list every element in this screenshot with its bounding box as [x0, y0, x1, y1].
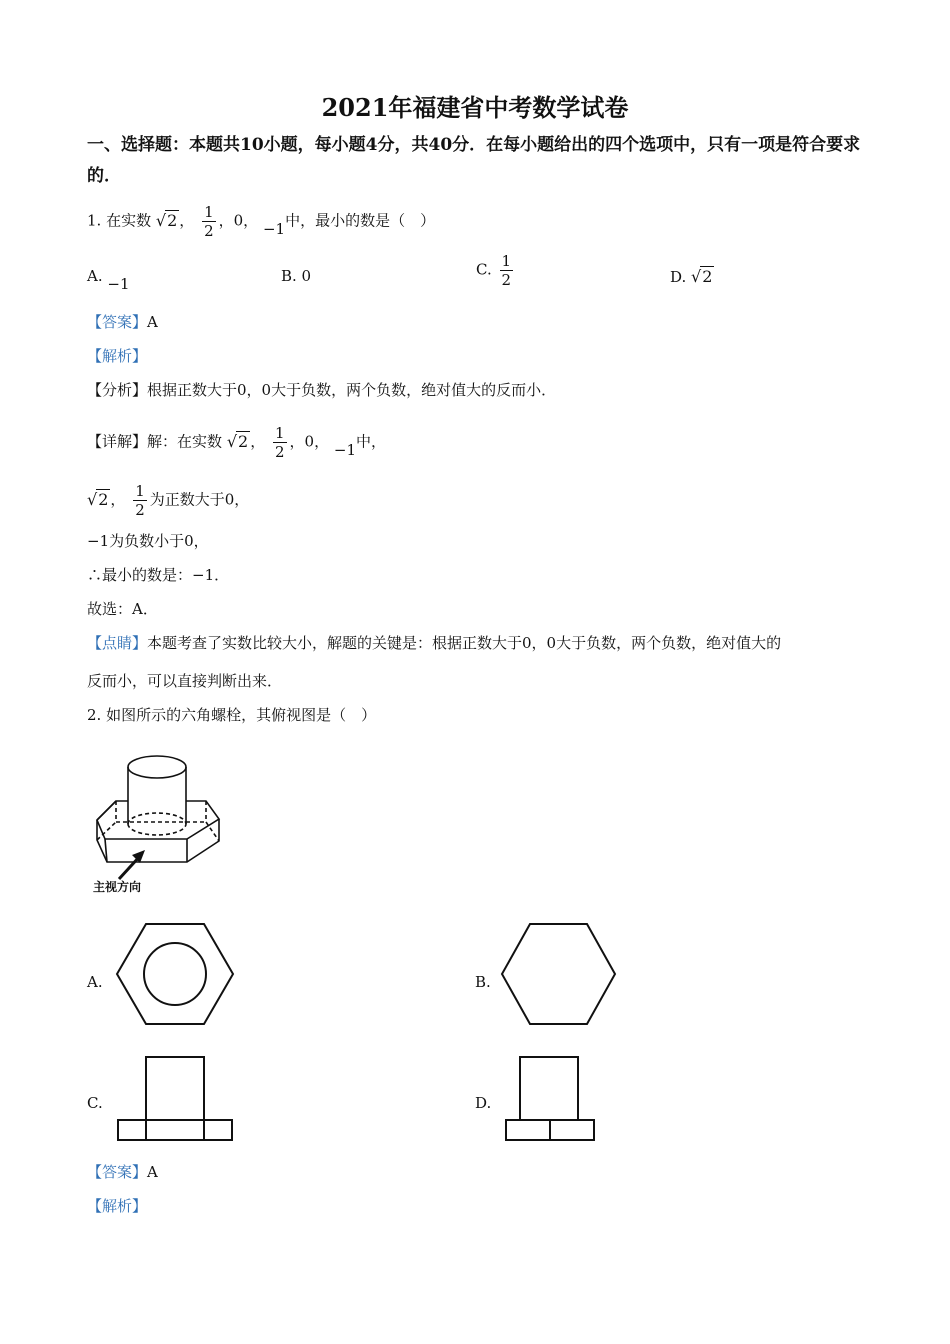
negative-one: −1: [262, 219, 286, 238]
answer-tag: 【答案】: [87, 313, 148, 331]
q1-stem-prefix: 1. 在实数: [87, 211, 152, 230]
option-d-sqrt: √2: [691, 267, 713, 286]
q1-detail-line2: [87, 482, 249, 519]
sqrt-radicand: 2: [98, 489, 109, 509]
option-d-label: D.: [670, 268, 687, 286]
option-a-hexagon-circle: [115, 922, 235, 1026]
detail-prefix: 解：在实数: [147, 432, 223, 451]
option-b: B. 0: [281, 267, 312, 285]
hex-bolt-figure: [85, 740, 245, 900]
option-d-side-view: [504, 1055, 600, 1143]
frac-den: 2: [135, 501, 145, 519]
option-b-hexagon: [500, 922, 618, 1026]
answer-tag: 【答案】: [87, 1163, 148, 1181]
detail-sep2: ，0，: [289, 432, 330, 451]
page-title: 2021年福建省中考数学试卷: [321, 93, 629, 122]
option-a: [87, 266, 130, 293]
fenxi-text: 根据正数大于0，0大于负数，两个负数，绝对值大的反而小．: [147, 381, 557, 399]
option-c-label: C.: [476, 260, 492, 279]
q1-sep2: ，0，: [218, 211, 259, 230]
q1-dianjing-line1: [87, 633, 781, 653]
q1-stem-suffix: 中，最小的数是（ ）: [285, 211, 436, 230]
detail-suffix: 中，: [356, 432, 387, 451]
sqrt-radicand: 2: [167, 210, 178, 230]
frac-num: 1: [501, 252, 512, 270]
dianjing-text-1: 本题考查了实数比较大小，解题的关键是：根据正数大于0，0大于负数，两个负数，绝对值大的: [147, 634, 782, 652]
q1-detail-line1: [87, 424, 386, 461]
frac-den: 2: [275, 443, 285, 461]
fraction-half: [273, 424, 287, 461]
q2-analysis-tag: 【解析】: [87, 1197, 148, 1215]
answer-value: A: [147, 1163, 158, 1181]
sqrt-2: √2: [226, 431, 249, 451]
detail-tag: 【详解】: [87, 432, 148, 451]
fraction-half: [133, 482, 147, 519]
q1-detail-line4: ∴最小的数是：−1．: [87, 566, 230, 584]
frac-num: 1: [275, 424, 285, 442]
frac-den: 2: [204, 222, 214, 240]
line2-suffix: 为正数大于0，: [149, 490, 250, 509]
option-c: [476, 252, 516, 289]
line2-sep: ，: [110, 490, 126, 509]
q1-detail-line3: −1为负数小于0，: [87, 532, 209, 550]
frac-num: 1: [135, 482, 145, 500]
q2-option-a-label: A.: [87, 973, 103, 991]
q1-fenxi: [87, 380, 556, 400]
section-heading: 一、选择题：本题共10小题，每小题4分，共40分．在每小题给出的四个选项中，只有一项是符合要求的．: [87, 135, 861, 186]
sqrt-2: √2: [87, 489, 109, 509]
q1-answer: [87, 312, 158, 332]
q2-answer: [87, 1162, 158, 1182]
option-a-value: −1: [107, 275, 130, 293]
q2-option-c-label: C.: [87, 1094, 103, 1112]
q2-option-d-label: D.: [475, 1094, 492, 1112]
q1-sep: ，: [179, 211, 195, 230]
detail-sep: ，: [250, 432, 266, 451]
option-d: [670, 266, 714, 287]
frac-num: 1: [204, 203, 214, 221]
question-2-stem: 2. 如图所示的六角螺栓，其俯视图是（ ）: [87, 706, 377, 724]
view-direction-label: 主视方向: [93, 880, 142, 894]
sqrt-2: √2: [155, 210, 178, 230]
frac-den: 2: [501, 271, 512, 289]
sqrt-radicand: 2: [702, 267, 713, 286]
option-c-front-view: [116, 1055, 236, 1143]
q1-analysis-tag: 【解析】: [87, 347, 148, 365]
q1-detail-line5: 故选：A．: [87, 600, 158, 618]
q2-option-b-label: B.: [475, 973, 491, 991]
option-c-fraction: [500, 252, 514, 289]
answer-value: A: [147, 313, 158, 331]
question-1-stem: [87, 203, 435, 240]
negative-one: −1: [333, 440, 356, 459]
option-a-label: A.: [87, 267, 103, 285]
fraction-half: [202, 203, 216, 240]
dianjing-tag: 【点睛】: [87, 634, 148, 652]
fenxi-tag: 【分析】: [87, 381, 148, 399]
sqrt-radicand: 2: [238, 431, 249, 451]
q1-dianjing-line2: 反而小，可以直接判断出来．: [87, 672, 283, 690]
